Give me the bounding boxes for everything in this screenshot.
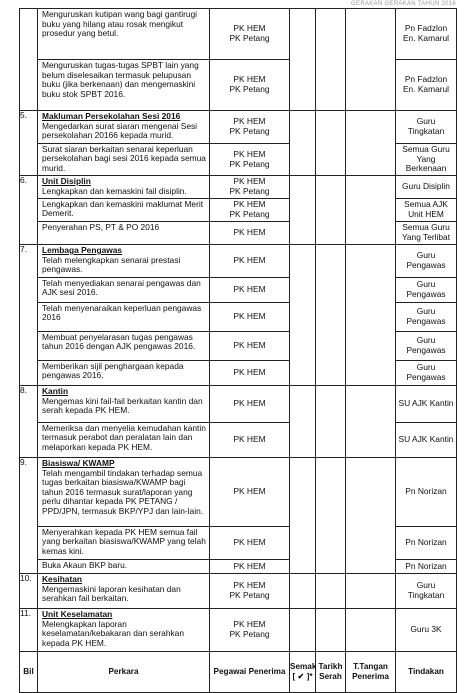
task-item: Telah menyenaraikan keperluan pengawas 2016 — [38, 302, 209, 331]
semak-cell — [290, 458, 316, 574]
tindakan-list — [396, 458, 456, 573]
tindakan-cell — [396, 458, 457, 574]
task-item: Mengedarkan surat siaran mengenai Sesi persekolahan 20166 kepada murid. — [42, 120, 198, 141]
tindakan-cell — [396, 245, 457, 386]
tindakan-cell — [396, 609, 457, 652]
pegawai-cell — [210, 176, 290, 245]
perkara-cell — [38, 609, 210, 652]
tarikh-cell — [316, 574, 346, 609]
task-item: Surat siaran berkaitan senarai keperluan persekolahan bagi sesi 2016 kepada semua murid. — [38, 143, 209, 175]
tindakan-value: Semua Guru Yang Terlibat — [396, 221, 456, 244]
perkara-cell — [38, 458, 210, 574]
perkara-list — [38, 245, 209, 385]
tindakan-value: Guru Pengawas — [396, 331, 456, 360]
tindakan-list — [396, 386, 456, 457]
tindakan-list — [396, 111, 456, 175]
section-title: Biasiswa/ KWAMP — [42, 458, 115, 468]
pegawai-list — [210, 574, 289, 608]
table-row — [20, 609, 457, 652]
col-header-tindakan: Tindakan — [396, 652, 457, 693]
pegawai-value: PK HEM — [233, 398, 266, 409]
tarikh-cell — [316, 9, 346, 111]
perkara-cell — [38, 9, 210, 111]
col-header-ttangan: T.Tangan Penerima — [346, 652, 396, 693]
tindakan-value: Guru Pengawas — [396, 360, 456, 385]
semak-cell — [290, 9, 316, 111]
pegawai-list — [210, 386, 289, 457]
pegawai-value: PK HEM — [233, 486, 266, 497]
pegawai-value: PK HEM PK Petang — [210, 59, 289, 110]
table-row — [20, 176, 457, 245]
tindakan-cell — [396, 111, 457, 176]
pegawai-value: PK HEM PK Petang — [229, 619, 270, 639]
perkara-list — [38, 386, 209, 457]
perkara-cell — [38, 176, 210, 245]
pegawai-value: PK HEM — [233, 255, 266, 266]
tindakan-value: Guru Pengawas — [396, 277, 456, 302]
perkara-list — [38, 609, 209, 651]
ttangan-cell — [346, 245, 396, 386]
footer-header-row — [20, 652, 457, 693]
pegawai-cell — [210, 458, 290, 574]
task-item: Buka Akaun BKP baru. — [38, 559, 209, 573]
tindakan-value: Pn Fadzlon En. Kamarul — [396, 59, 456, 110]
table-body — [20, 9, 457, 693]
task-item: Telah melengkapkan senarai prestasi pengawas. — [42, 254, 181, 275]
table-row — [20, 574, 457, 609]
task-item: Menyerahkan kepada PK HEM semua fail yang berkaitan biasiswa/KWAMP yang telah kemas kini. — [38, 526, 209, 559]
task-item: Penyerahan PS, PT & PO 2016 — [38, 221, 209, 244]
tarikh-cell — [316, 458, 346, 574]
tindakan-value: Guru Tingkatan — [407, 580, 445, 600]
perkara-list — [38, 574, 209, 608]
pegawai-value: PK HEM PK Petang — [210, 143, 289, 175]
ttangan-cell — [346, 386, 396, 458]
task-item: Menguruskan tugas-tugas SPBT lain yang belum diselesaikan termasuk pelupusan buku (jika berkenaan) dan mengemaskini buku stok SPBT 2016. — [38, 59, 209, 110]
pegawai-value: PK HEM — [210, 526, 289, 559]
ttangan-cell — [346, 111, 396, 176]
tindakan-value: Guru Pengawas — [406, 250, 446, 270]
tarikh-cell — [316, 609, 346, 652]
ttangan-cell — [346, 609, 396, 652]
tindakan-cell — [396, 176, 457, 245]
pegawai-value: PK HEM — [210, 422, 289, 457]
pegawai-cell — [210, 111, 290, 176]
pegawai-cell — [210, 245, 290, 386]
row-number: 7. — [20, 245, 38, 386]
tarikh-cell — [316, 245, 346, 386]
tindakan-value: Semua Guru Yang Berkenaan — [396, 143, 456, 175]
pegawai-value: PK HEM — [210, 277, 289, 302]
pegawai-value: PK HEM PK Petang — [229, 580, 270, 600]
tindakan-value: Pn Norizan — [396, 526, 456, 559]
pegawai-value: PK HEM PK Petang — [210, 198, 289, 221]
section-title: Unit Keselamatan — [42, 609, 113, 619]
row-number: 6. — [20, 176, 38, 245]
semak-cell — [290, 386, 316, 458]
pegawai-cell — [210, 9, 290, 111]
row-number: 10. — [20, 574, 38, 609]
tindakan-value: Pn Norizan — [405, 486, 447, 497]
pegawai-value: PK HEM PK Petang — [229, 116, 270, 136]
perkara-list — [38, 9, 209, 110]
tindakan-value: Semua AJK Unit HEM — [396, 198, 456, 221]
handover-table — [19, 8, 457, 693]
row-number — [20, 9, 38, 111]
perkara-cell — [38, 245, 210, 386]
pegawai-value: PK HEM — [210, 302, 289, 331]
table-row — [20, 9, 457, 111]
pegawai-list — [210, 458, 289, 573]
perkara-list — [38, 176, 209, 244]
col-header-tarikh: Tarikh Serah — [316, 652, 346, 693]
tindakan-value: SU AJK Kantin — [398, 398, 454, 409]
table-row — [20, 111, 457, 176]
tindakan-list — [396, 9, 456, 110]
pegawai-cell — [210, 609, 290, 652]
perkara-list — [38, 111, 209, 175]
tindakan-list — [396, 609, 456, 651]
pegawai-list — [210, 9, 289, 110]
pegawai-value: PK HEM — [210, 221, 289, 244]
col-header-pegawai: Pegawai Penerima — [210, 652, 290, 693]
task-item: Memberikan sijil penghargaan kepada pengawas 2016. — [38, 360, 209, 385]
row-number: 11. — [20, 609, 38, 652]
tindakan-value: Pn Fadzlon En. Kamarul — [402, 23, 450, 43]
pegawai-value: PK HEM — [210, 559, 289, 573]
semak-cell — [290, 176, 316, 245]
pegawai-list — [210, 245, 289, 385]
task-item: Mengemas kini fail-fail berkaitan kantin dan serah kepada PK HEM. — [42, 395, 203, 416]
tindakan-value: Guru Tingkatan — [407, 116, 445, 136]
pegawai-value: PK HEM PK Petang — [229, 176, 270, 196]
section-title: Kesihatan — [42, 574, 83, 584]
row-number: 8. — [20, 386, 38, 458]
pegawai-list — [210, 609, 289, 651]
tindakan-value: Guru Pengawas — [396, 302, 456, 331]
table-row — [20, 386, 457, 458]
perkara-list — [38, 458, 209, 573]
tarikh-cell — [316, 176, 346, 245]
task-item: Membuat penyelarasan tugas pengawas tahun 2016 dengan AJK pengawas 2016. — [38, 331, 209, 360]
row-number: 9. — [20, 458, 38, 574]
ttangan-cell — [346, 176, 396, 245]
task-item: Memeriksa dan menyelia kemudahan kantin termasuk perabot dan peralatan lain dan melaporkan kepada PK HEM. — [38, 422, 209, 457]
section-title: Unit Disiplin — [42, 176, 91, 186]
tindakan-list — [396, 245, 456, 385]
ttangan-cell — [346, 458, 396, 574]
tindakan-value: Guru 3K — [410, 624, 442, 635]
section-title: Lembaga Pengawas — [42, 245, 123, 255]
tindakan-list — [396, 574, 456, 608]
ttangan-cell — [346, 9, 396, 111]
tindakan-value: Guru Disiplin — [402, 181, 450, 192]
tindakan-value: Pn Norizan — [396, 559, 456, 573]
tindakan-cell — [396, 9, 457, 111]
tindakan-list — [396, 176, 456, 244]
section-title: Makluman Persekolahan Sesi 2016 — [42, 111, 181, 121]
semak-cell — [290, 609, 316, 652]
ttangan-cell — [346, 574, 396, 609]
pegawai-cell — [210, 574, 290, 609]
task-item: Menguruskan kutipan wang bagi gantirugi buku yang hilang atau rosak mengikut prosedur yang betul. — [42, 9, 198, 39]
task-item: Telah mengambil tindakan terhadap semua tugas berkaitan biasiswa/KWAMP bagi tahun 2016 termasuk surat/laporan yang perlu dihantar kepada PK PETANG / PPD/JPN, termasuk BKP/YPJ dan lain-lain. — [42, 467, 204, 516]
perkara-cell — [38, 386, 210, 458]
task-item: Lengkapkan dan kemaskini fail disiplin. — [42, 185, 187, 196]
task-item: Melengkapkan laporan keselamatan/kebakaran dan serahkan kepada PK HEM. — [42, 618, 185, 648]
semak-cell — [290, 111, 316, 176]
tindakan-cell — [396, 574, 457, 609]
pegawai-value: PK HEM PK Petang — [229, 23, 270, 43]
table-row — [20, 458, 457, 574]
pegawai-value: PK HEM — [210, 360, 289, 385]
tarikh-cell — [316, 386, 346, 458]
col-header-bil: Bil — [20, 652, 38, 693]
semak-cell — [290, 574, 316, 609]
semak-cell — [290, 245, 316, 386]
col-header-perkara: Perkara — [38, 652, 210, 693]
task-item: Telah menyediakan senarai pengawas dan AJK sesi 2016. — [38, 277, 209, 302]
perkara-cell — [38, 574, 210, 609]
pegawai-list — [210, 111, 289, 175]
col-header-semak: Semak [ ✔ ]* — [290, 652, 316, 693]
tindakan-value: SU AJK Kantin — [396, 422, 456, 457]
section-title: Kantin — [42, 386, 69, 396]
tindakan-cell — [396, 386, 457, 458]
task-item: Lengkapkan dan kemaskini maklumat Merit Demerit. — [38, 198, 209, 221]
tarikh-cell — [316, 111, 346, 176]
pegawai-list — [210, 176, 289, 244]
task-item: Mengemaskini laporan kesihatan dan serahkan fail berkaitan. — [42, 583, 181, 604]
row-number: 5. — [20, 111, 38, 176]
pegawai-cell — [210, 386, 290, 458]
page-header-text: GERAKAN GERAKAN TAHUN 2016 — [351, 1, 456, 7]
perkara-cell — [38, 111, 210, 176]
table-row — [20, 245, 457, 386]
pegawai-value: PK HEM — [210, 331, 289, 360]
